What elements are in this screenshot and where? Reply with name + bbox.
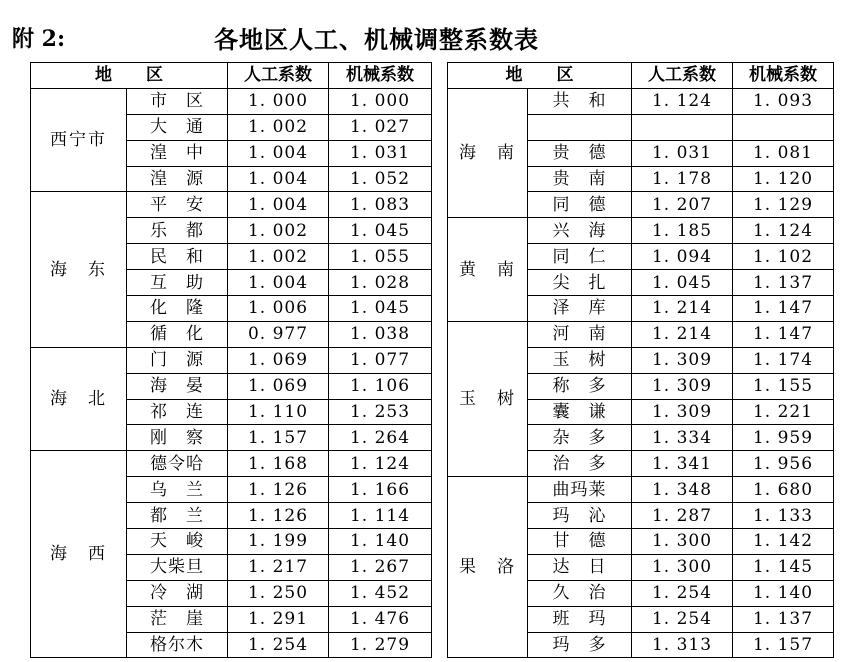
machine-coefficient-cell: 1. 102 — [733, 244, 834, 270]
machine-coefficient-cell: 1. 147 — [733, 321, 834, 347]
appendix-label: 附 2: — [12, 26, 66, 52]
labor-coefficient-cell: 1. 168 — [228, 451, 329, 477]
labor-coefficient-cell: 1. 094 — [632, 244, 733, 270]
county-cell: 甘 德 — [528, 529, 632, 555]
machine-coefficient-cell: 1. 680 — [733, 477, 834, 503]
machine-coefficient-cell: 1. 956 — [733, 451, 834, 477]
county-cell: 民 和 — [127, 244, 228, 270]
labor-coefficient-cell: 1. 004 — [228, 140, 329, 166]
county-cell: 市 区 — [127, 88, 228, 114]
county-cell: 都 兰 — [127, 503, 228, 529]
labor-coefficient-cell: 1. 002 — [228, 218, 329, 244]
machine-coefficient-cell: 1. 038 — [329, 321, 432, 347]
labor-coefficient-cell: 1. 004 — [228, 166, 329, 192]
labor-coefficient-cell: 1. 185 — [632, 218, 733, 244]
machine-coefficient-cell: 1. 045 — [329, 296, 432, 322]
column-header-region: 地 区 — [448, 63, 632, 89]
county-cell: 囊 谦 — [528, 399, 632, 425]
county-cell: 海 晏 — [127, 373, 228, 399]
county-cell: 称 多 — [528, 373, 632, 399]
county-cell: 玛 沁 — [528, 503, 632, 529]
labor-coefficient-cell: 1. 045 — [632, 270, 733, 296]
machine-coefficient-cell: 1. 476 — [329, 606, 432, 632]
column-header-machine: 机械系数 — [329, 63, 432, 89]
county-cell: 共 和 — [528, 88, 632, 114]
machine-coefficient-cell: 1. 120 — [733, 166, 834, 192]
region-cell: 西宁市 — [31, 88, 127, 192]
table-row — [31, 347, 432, 373]
labor-coefficient-cell: 1. 291 — [228, 606, 329, 632]
table-row — [31, 192, 432, 218]
region-cell: 果 洛 — [448, 477, 528, 658]
machine-coefficient-cell: 1. 137 — [733, 270, 834, 296]
county-cell: 治 多 — [528, 451, 632, 477]
labor-coefficient-cell: 1. 348 — [632, 477, 733, 503]
county-cell: 湟 源 — [127, 166, 228, 192]
labor-coefficient-cell: 1. 002 — [228, 114, 329, 140]
county-cell: 泽 库 — [528, 296, 632, 322]
labor-coefficient-cell: 1. 214 — [632, 296, 733, 322]
county-cell — [528, 114, 632, 140]
labor-coefficient-cell: 1. 000 — [228, 88, 329, 114]
machine-coefficient-cell: 1. 267 — [329, 554, 432, 580]
county-cell: 乐 都 — [127, 218, 228, 244]
region-cell: 海 西 — [31, 451, 127, 658]
table-row — [448, 321, 834, 347]
column-header-machine: 机械系数 — [733, 63, 834, 89]
column-header-region: 地 区 — [31, 63, 228, 89]
machine-coefficient-cell: 1. 166 — [329, 477, 432, 503]
machine-coefficient-cell — [733, 114, 834, 140]
labor-coefficient-cell: 1. 004 — [228, 192, 329, 218]
county-cell: 兴 海 — [528, 218, 632, 244]
county-cell: 乌 兰 — [127, 477, 228, 503]
table-row — [31, 451, 432, 477]
county-cell: 玛 多 — [528, 632, 632, 658]
table-header-row — [31, 63, 432, 89]
labor-coefficient-cell: 1. 069 — [228, 347, 329, 373]
machine-coefficient-cell: 1. 279 — [329, 632, 432, 658]
machine-coefficient-cell: 1. 083 — [329, 192, 432, 218]
machine-coefficient-cell: 1. 253 — [329, 399, 432, 425]
labor-coefficient-cell: 1. 126 — [228, 503, 329, 529]
region-cell: 玉 树 — [448, 321, 528, 476]
machine-coefficient-cell: 1. 106 — [329, 373, 432, 399]
column-header-labor: 人工系数 — [228, 63, 329, 89]
labor-coefficient-cell: 1. 300 — [632, 529, 733, 555]
coefficient-table-right — [447, 62, 834, 658]
table-body — [31, 88, 432, 658]
labor-coefficient-cell: 1. 199 — [228, 529, 329, 555]
machine-coefficient-cell: 1. 140 — [329, 529, 432, 555]
labor-coefficient-cell — [632, 114, 733, 140]
labor-coefficient-cell: 1. 110 — [228, 399, 329, 425]
machine-coefficient-cell: 1. 174 — [733, 347, 834, 373]
county-cell: 大 通 — [127, 114, 228, 140]
machine-coefficient-cell: 1. 133 — [733, 503, 834, 529]
table-body — [448, 88, 834, 658]
county-cell: 循 化 — [127, 321, 228, 347]
machine-coefficient-cell: 1. 147 — [733, 296, 834, 322]
machine-coefficient-cell: 1. 142 — [733, 529, 834, 555]
county-cell: 同 德 — [528, 192, 632, 218]
machine-coefficient-cell: 1. 137 — [733, 606, 834, 632]
machine-coefficient-cell: 1. 052 — [329, 166, 432, 192]
coefficient-table-left — [30, 62, 432, 658]
machine-coefficient-cell: 1. 124 — [329, 451, 432, 477]
region-cell: 海 南 — [448, 88, 528, 217]
labor-coefficient-cell: 1. 069 — [228, 373, 329, 399]
county-cell: 冷 湖 — [127, 580, 228, 606]
county-cell: 湟 中 — [127, 140, 228, 166]
machine-coefficient-cell: 1. 055 — [329, 244, 432, 270]
labor-coefficient-cell: 1. 002 — [228, 244, 329, 270]
labor-coefficient-cell: 1. 006 — [228, 296, 329, 322]
region-cell: 海 北 — [31, 347, 127, 451]
table-row — [448, 477, 834, 503]
machine-coefficient-cell: 1. 155 — [733, 373, 834, 399]
county-cell: 曲玛莱 — [528, 477, 632, 503]
labor-coefficient-cell: 1. 341 — [632, 451, 733, 477]
county-cell: 门 源 — [127, 347, 228, 373]
machine-coefficient-cell: 1. 959 — [733, 425, 834, 451]
page-title: 各地区人工、机械调整系数表 — [214, 25, 539, 54]
document-header — [10, 20, 840, 54]
labor-coefficient-cell: 1. 004 — [228, 270, 329, 296]
labor-coefficient-cell: 1. 031 — [632, 140, 733, 166]
table-header-row — [448, 63, 834, 89]
county-cell: 久 治 — [528, 580, 632, 606]
labor-coefficient-cell: 1. 254 — [228, 632, 329, 658]
labor-coefficient-cell: 1. 287 — [632, 503, 733, 529]
labor-coefficient-cell: 0. 977 — [228, 321, 329, 347]
county-cell: 达 日 — [528, 554, 632, 580]
region-cell: 海 东 — [31, 192, 127, 347]
county-cell: 天 峻 — [127, 529, 228, 555]
machine-coefficient-cell: 1. 081 — [733, 140, 834, 166]
county-cell: 互 助 — [127, 270, 228, 296]
county-cell: 德令哈 — [127, 451, 228, 477]
column-header-labor: 人工系数 — [632, 63, 733, 89]
county-cell: 班 玛 — [528, 606, 632, 632]
county-cell: 玉 树 — [528, 347, 632, 373]
county-cell: 贵 德 — [528, 140, 632, 166]
county-cell: 化 隆 — [127, 296, 228, 322]
machine-coefficient-cell: 1. 114 — [329, 503, 432, 529]
labor-coefficient-cell: 1. 217 — [228, 554, 329, 580]
machine-coefficient-cell: 1. 145 — [733, 554, 834, 580]
county-cell: 同 仁 — [528, 244, 632, 270]
county-cell: 祁 连 — [127, 399, 228, 425]
county-cell: 大柴旦 — [127, 554, 228, 580]
machine-coefficient-cell: 1. 124 — [733, 218, 834, 244]
machine-coefficient-cell: 1. 140 — [733, 580, 834, 606]
county-cell: 茫 崖 — [127, 606, 228, 632]
machine-coefficient-cell: 1. 031 — [329, 140, 432, 166]
labor-coefficient-cell: 1. 250 — [228, 580, 329, 606]
labor-coefficient-cell: 1. 334 — [632, 425, 733, 451]
machine-coefficient-cell: 1. 093 — [733, 88, 834, 114]
labor-coefficient-cell: 1. 254 — [632, 580, 733, 606]
labor-coefficient-cell: 1. 309 — [632, 373, 733, 399]
machine-coefficient-cell: 1. 077 — [329, 347, 432, 373]
labor-coefficient-cell: 1. 214 — [632, 321, 733, 347]
labor-coefficient-cell: 1. 254 — [632, 606, 733, 632]
machine-coefficient-cell: 1. 027 — [329, 114, 432, 140]
county-cell: 杂 多 — [528, 425, 632, 451]
machine-coefficient-cell: 1. 452 — [329, 580, 432, 606]
machine-coefficient-cell: 1. 045 — [329, 218, 432, 244]
machine-coefficient-cell: 1. 000 — [329, 88, 432, 114]
county-cell: 格尔木 — [127, 632, 228, 658]
labor-coefficient-cell: 1. 126 — [228, 477, 329, 503]
table-row — [448, 88, 834, 114]
labor-coefficient-cell: 1. 300 — [632, 554, 733, 580]
labor-coefficient-cell: 1. 309 — [632, 347, 733, 373]
labor-coefficient-cell: 1. 157 — [228, 425, 329, 451]
machine-coefficient-cell: 1. 028 — [329, 270, 432, 296]
table-row — [31, 88, 432, 114]
county-cell: 平 安 — [127, 192, 228, 218]
county-cell: 河 南 — [528, 321, 632, 347]
machine-coefficient-cell: 1. 129 — [733, 192, 834, 218]
machine-coefficient-cell: 1. 221 — [733, 399, 834, 425]
county-cell: 尖 扎 — [528, 270, 632, 296]
labor-coefficient-cell: 1. 207 — [632, 192, 733, 218]
labor-coefficient-cell: 1. 124 — [632, 88, 733, 114]
machine-coefficient-cell: 1. 264 — [329, 425, 432, 451]
labor-coefficient-cell: 1. 309 — [632, 399, 733, 425]
region-cell: 黄 南 — [448, 218, 528, 322]
county-cell: 贵 南 — [528, 166, 632, 192]
table-row — [448, 218, 834, 244]
labor-coefficient-cell: 1. 313 — [632, 632, 733, 658]
labor-coefficient-cell: 1. 178 — [632, 166, 733, 192]
county-cell: 刚 察 — [127, 425, 228, 451]
machine-coefficient-cell: 1. 157 — [733, 632, 834, 658]
